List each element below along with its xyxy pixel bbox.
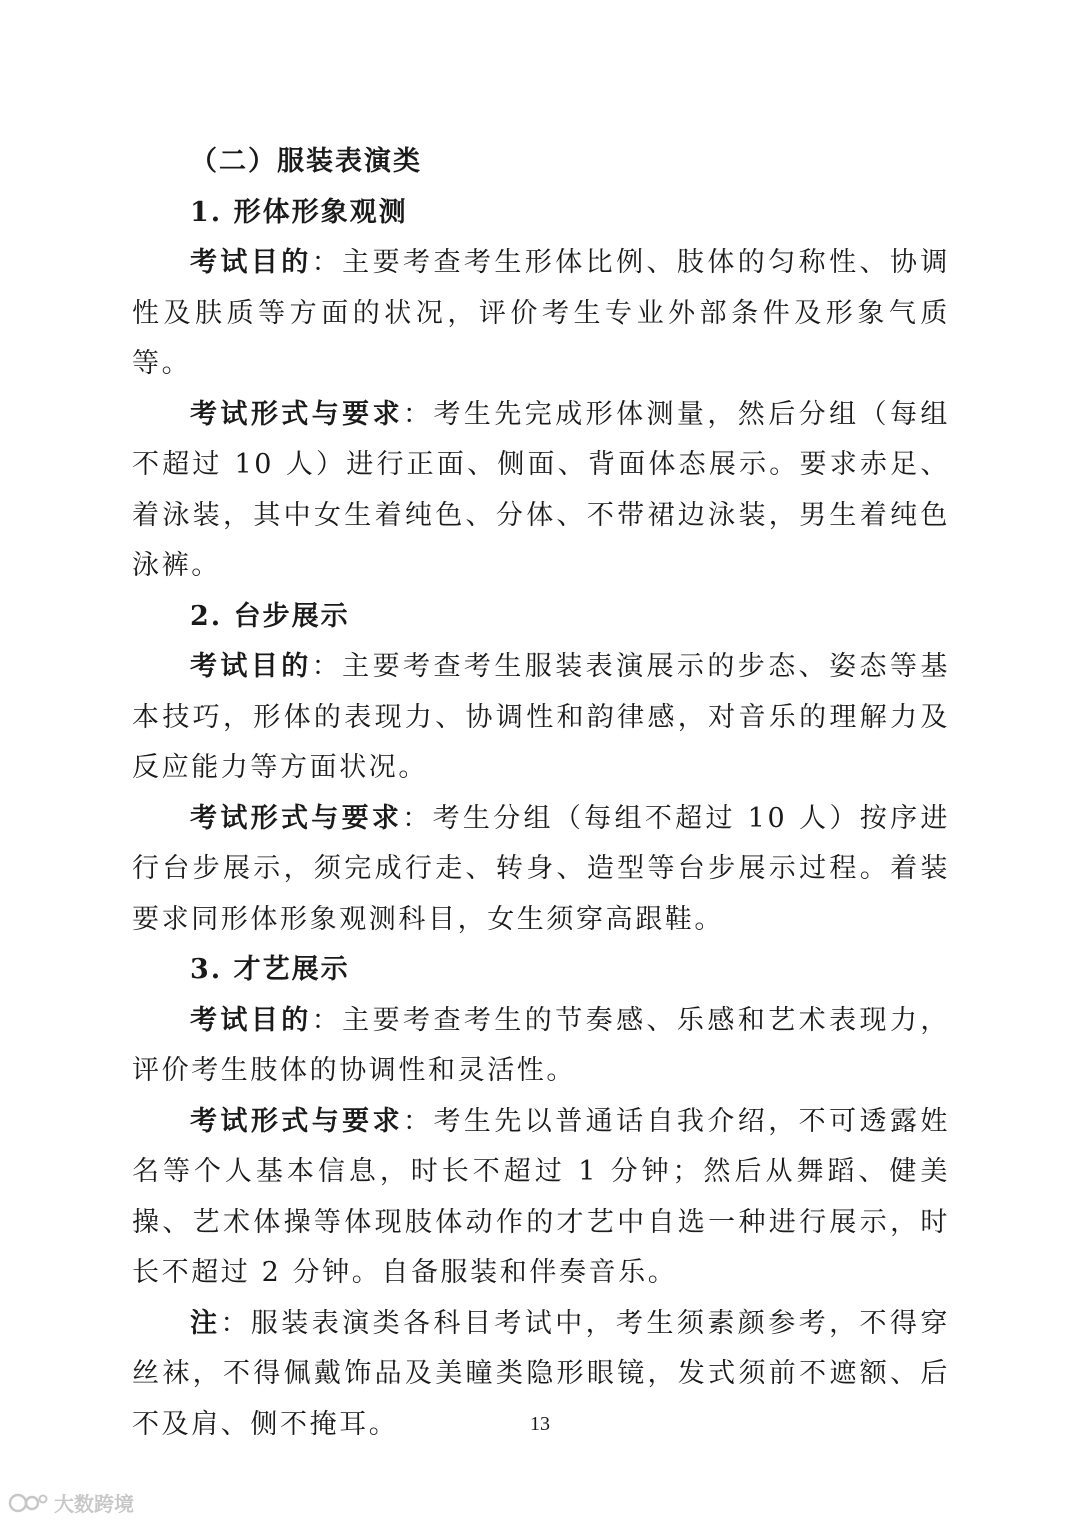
paragraph-lead: 考试形式与要求: [190, 398, 404, 430]
paragraph-text: 考生分组（每组不超过 10 人）按序进行台步展示，须完成行走、转身、造型等台步展示过程。着装要求同形体形象观测科目，女生须穿高跟鞋。: [132, 802, 951, 935]
page-number: 13: [530, 1413, 550, 1435]
item-2-paragraph-1: [132, 642, 950, 794]
note-text: 服装表演类各科目考试中，考生须素颜参考，不得穿丝袜，不得佩戴饰品及美瞳类隐形眼镜，发式须前不遮额、后不及肩、侧不掩耳。: [132, 1307, 950, 1440]
paragraph-text: 主要考查考生形体比例、肢体的匀称性、协调性及肤质等方面的状况，评价考生专业外部条件及形象气质等。: [132, 247, 950, 379]
note-separator: ：: [220, 1307, 251, 1339]
paragraph-text: 主要考查考生的节奏感、乐感和艺术表现力，评价考生肢体的协调性和灵活性。: [132, 1004, 950, 1086]
item-3-heading: 3. 才艺展示: [190, 954, 350, 985]
paragraph-separator: ：: [403, 1105, 434, 1137]
paragraph-lead: 考试目的: [190, 247, 312, 278]
item-1-paragraph-1: [132, 238, 950, 390]
paragraph-lead: 考试目的: [190, 1004, 312, 1036]
paragraph-text: 考生先以普通话自我介绍，不可透露姓名等个人基本信息，时长不超过 1 分钟；然后从舞蹈、健美操、艺术体操等体现肢体动作的才艺中自选一种进行展示，时长不超过 2 分钟。自备服装和伴奏音乐。: [132, 1105, 950, 1288]
paragraph-lead: 考试形式与要求: [190, 1105, 404, 1137]
section-title: （二）服装表演类: [190, 146, 422, 177]
item-3-paragraph-1: [132, 996, 950, 1097]
watermark-text: 大数跨境: [54, 1492, 134, 1516]
paragraph-text: 主要考查考生服装表演展示的步态、姿态等基本技巧，形体的表现力、协调性和韵律感，对音乐的理解力及反应能力等方面状况。: [132, 651, 950, 783]
paragraph-text: 考生先完成形体测量，然后分组（每组不超过 10 人）进行正面、侧面、背面体态展示。要求赤足、着泳装，其中女生着纯色、分体、不带裙边泳装，男生着纯色泳裤。: [132, 398, 950, 581]
item-1-heading: 1. 形体形象观测: [190, 196, 408, 228]
document-body: [132, 137, 950, 1450]
watermark: [8, 1488, 134, 1517]
paragraph-separator: ：: [403, 398, 434, 430]
note-lead: 注: [190, 1307, 221, 1339]
item-2-heading: 2. 台步展示: [190, 600, 350, 632]
paragraph-lead: 考试形式与要求: [190, 802, 403, 834]
item-3-paragraph-2: [132, 1097, 950, 1299]
item-2-paragraph-2: [132, 794, 950, 946]
item-1-paragraph-2: [132, 390, 950, 592]
watermark-logo-icon: [8, 1489, 48, 1517]
paragraph-separator: ：: [311, 1004, 343, 1036]
paragraph-separator: ：: [311, 247, 343, 278]
paragraph-lead: 考试目的: [190, 651, 312, 682]
paragraph-separator: ：: [311, 651, 343, 682]
paragraph-separator: ：: [402, 802, 433, 834]
